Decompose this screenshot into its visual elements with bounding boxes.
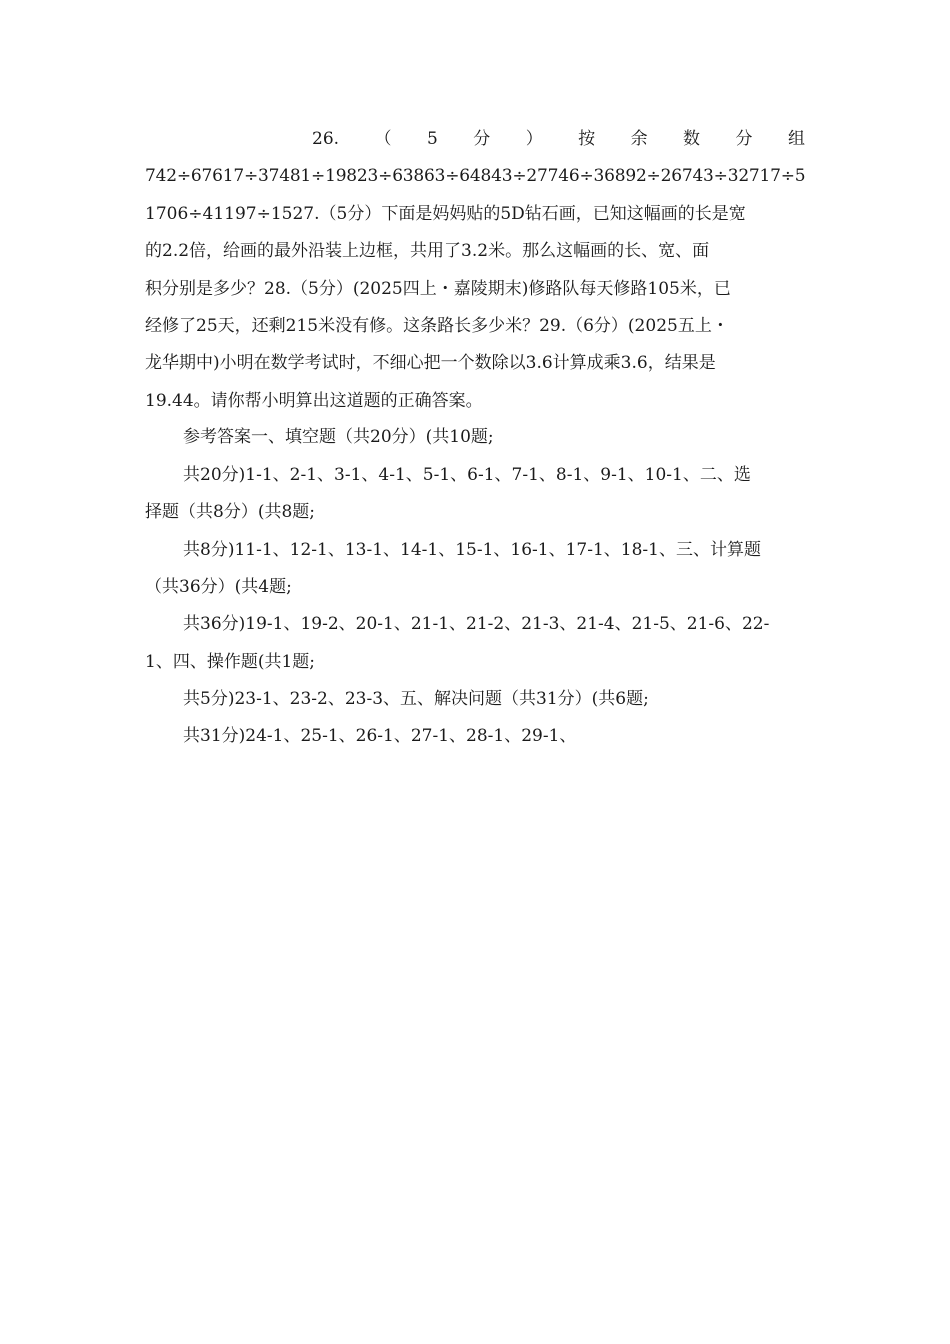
q26-token: 按: [578, 129, 596, 149]
question-text-line: 742÷67617÷37481÷19823÷63863÷64843÷27746÷36892÷26743÷32717÷5: [145, 166, 806, 186]
q26-token: 组: [787, 129, 805, 149]
question-text-line: 经修了25天，还剩215米没有修。这条路长多少米？29.（6分）(2025五上・: [145, 316, 729, 336]
question-text-line: 积分别是多少？28.（5分）(2025四上・嘉陵期末)修路队每天修路105米，已: [145, 279, 731, 299]
q26-token: （: [374, 129, 392, 149]
answer-line: 共5分)23-1、23-2、23-3、五、解决问题（共31分）(共6题;: [183, 689, 649, 709]
answer-line: 1、四、操作题(共1题;: [145, 652, 315, 672]
answer-line: 共36分)19-1、19-2、20-1、21-1、21-2、21-3、21-4、21-5、21-6、22-: [183, 614, 770, 634]
q26-token: ）: [525, 129, 543, 149]
question-text-line: 19.44。请你帮小明算出这道题的正确答案。: [145, 391, 483, 411]
question-text-line: 1706÷41197÷1527.（5分）下面是妈妈贴的5D钻石画，已知这幅画的长是宽: [145, 204, 746, 224]
question-text-line: 的2.2倍，给画的最外沿装上边框，共用了3.2米。那么这幅画的长、宽、面: [145, 241, 710, 261]
question-26-heading: [312, 128, 805, 150]
q26-token: 分: [735, 129, 753, 149]
answer-line: 共20分)1-1、2-1、3-1、4-1、5-1、6-1、7-1、8-1、9-1、10-1、二、选: [183, 465, 751, 485]
q26-token: 26.: [312, 129, 340, 149]
q26-token: 5: [426, 129, 438, 149]
q26-token: 余: [630, 129, 648, 149]
answer-line: 共31分)24-1、25-1、26-1、27-1、28-1、29-1、: [183, 726, 577, 746]
answer-key-heading: 参考答案一、填空题（共20分）(共10题;: [183, 427, 494, 447]
answer-line: 择题（共8分）(共8题;: [145, 502, 315, 522]
question-text-line: 龙华期中)小明在数学考试时，不细心把一个数除以3.6计算成乘3.6，结果是: [145, 353, 716, 373]
answer-line: （共36分）(共4题;: [145, 577, 292, 597]
answer-line: 共8分)11-1、12-1、13-1、14-1、15-1、16-1、17-1、18-1、三、计算题: [183, 540, 761, 560]
q26-token: 分: [473, 129, 491, 149]
q26-token: 数: [683, 129, 701, 149]
